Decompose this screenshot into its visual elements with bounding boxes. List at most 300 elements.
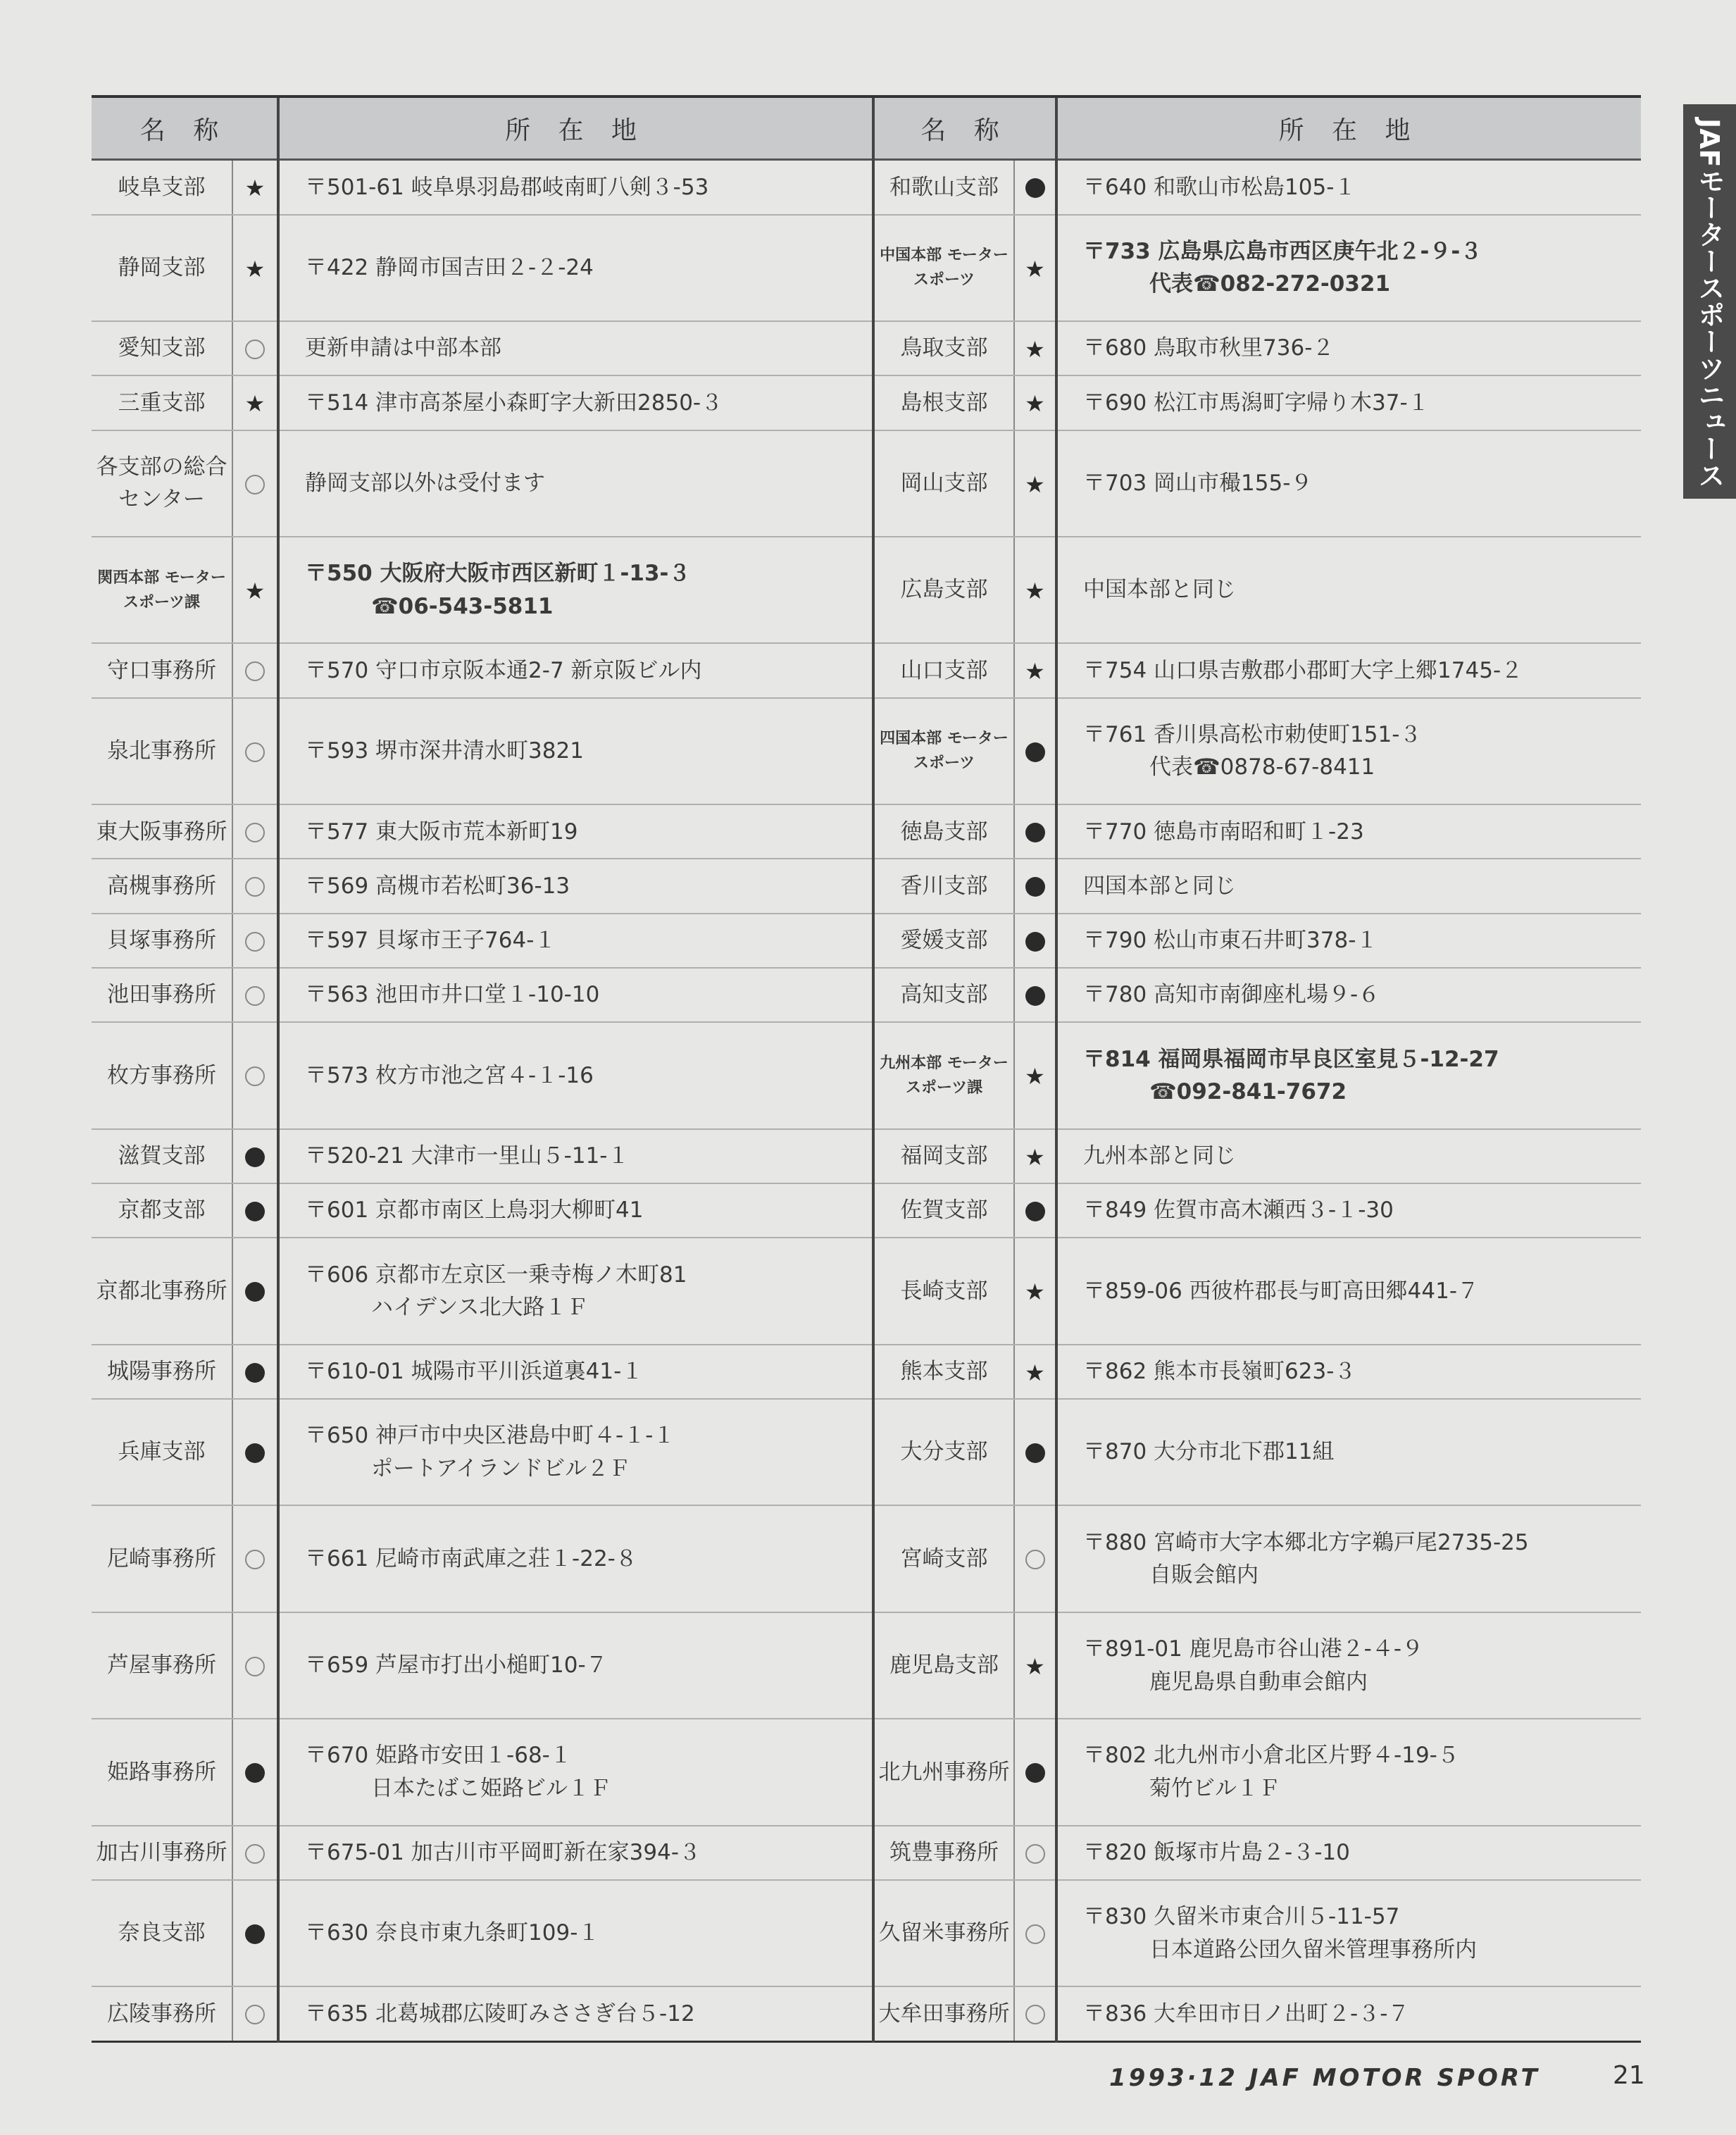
address-line: 〒520-21 大津市一里山５-11-１ xyxy=(305,1143,630,1169)
open-circle-icon xyxy=(1025,2005,1045,2024)
table-row xyxy=(92,1505,1641,1612)
right-branch-name xyxy=(873,1612,1014,1719)
right-branch-address xyxy=(1056,1986,1641,2041)
address-line: 〒862 熊本市長嶺町623-３ xyxy=(1083,1359,1356,1385)
left-branch-name xyxy=(92,1880,232,1986)
left-status-mark xyxy=(232,1612,278,1719)
left-branch-address xyxy=(278,859,873,913)
table-row xyxy=(92,1129,1641,1183)
open-circle-icon xyxy=(245,742,265,762)
address-line: 〒880 宮崎市大字本郷北方字鵜戸尾2735-25 xyxy=(1083,1529,1529,1555)
filled-circle-icon xyxy=(245,1202,265,1221)
address-line: 更新申請は中部本部 xyxy=(305,335,502,361)
branch-name-text: 枚方事務所 xyxy=(107,1062,216,1088)
address-subline: ハイデンス北大路１Ｆ xyxy=(371,1295,589,1320)
right-status-mark xyxy=(1014,321,1056,375)
right-branch-address xyxy=(1056,321,1641,375)
address-subline: ☎092-841-7672 xyxy=(1149,1079,1347,1104)
left-branch-name xyxy=(92,1505,232,1612)
branch-name-text: 広陵事務所 xyxy=(107,2000,216,2027)
star-icon: ★ xyxy=(1025,1278,1045,1306)
address-line: 静岡支部以外は受付ます xyxy=(305,471,546,497)
address-line: 〒690 松江市馬潟町字帰り木37-１ xyxy=(1083,390,1430,416)
left-status-mark xyxy=(232,1880,278,1986)
branch-name-text: 香川支部 xyxy=(900,873,988,899)
open-circle-icon xyxy=(245,823,265,842)
branch-name-text: 加古川事務所 xyxy=(96,1840,227,1866)
left-branch-address xyxy=(278,1399,873,1505)
left-status-mark xyxy=(232,968,278,1022)
left-branch-name xyxy=(92,1986,232,2041)
right-branch-name xyxy=(873,160,1014,215)
branch-name-text: 三重支部 xyxy=(118,390,206,416)
side-section-tab xyxy=(1683,104,1736,499)
left-branch-name xyxy=(92,215,232,321)
left-branch-address xyxy=(278,1612,873,1719)
table-row xyxy=(92,698,1641,804)
left-branch-name xyxy=(92,430,232,537)
left-branch-name xyxy=(92,160,232,215)
filled-circle-icon xyxy=(1025,823,1045,842)
branch-name-text: 山口支部 xyxy=(900,657,988,683)
right-status-mark xyxy=(1014,1022,1056,1128)
open-circle-icon xyxy=(1025,1550,1045,1569)
address-line: 〒849 佐賀市高木瀬西３-１-30 xyxy=(1083,1197,1394,1224)
star-icon: ★ xyxy=(1025,1359,1045,1386)
table-row xyxy=(92,804,1641,859)
header-address-right: 所 在 地 xyxy=(1056,97,1641,160)
address-line: 〒569 高槻市若松町36-13 xyxy=(305,873,570,899)
branch-name-text: 鳥取支部 xyxy=(900,335,988,361)
right-branch-address xyxy=(1056,643,1641,697)
address-line: 〒754 山口県吉敷郡小郡町大字上郷1745-２ xyxy=(1083,657,1523,683)
branch-name-text: 大分支部 xyxy=(900,1439,988,1465)
right-branch-name xyxy=(873,1505,1014,1612)
table-row xyxy=(92,1345,1641,1399)
address-line: 〒577 東大阪市荒本新町19 xyxy=(305,818,578,845)
address-line: 〒770 徳島市南昭和町１-23 xyxy=(1083,818,1364,845)
right-status-mark xyxy=(1014,215,1056,321)
left-branch-name xyxy=(92,1129,232,1183)
address-line: 〒630 奈良市東九条町109-１ xyxy=(305,1920,600,1946)
address-subline: 代表☎082-272-0321 xyxy=(1149,271,1391,297)
filled-circle-icon xyxy=(245,1363,265,1383)
right-branch-address xyxy=(1056,804,1641,859)
left-status-mark xyxy=(232,537,278,643)
branch-name-text: 徳島支部 xyxy=(900,818,988,845)
address-line: 〒563 池田市井口堂１-10-10 xyxy=(305,982,600,1008)
right-status-mark xyxy=(1014,1880,1056,1986)
right-branch-name xyxy=(873,1880,1014,1986)
branch-name-text: 大牟田事務所 xyxy=(878,2000,1010,2027)
branch-name-text: 高槻事務所 xyxy=(107,873,216,899)
left-status-mark xyxy=(232,804,278,859)
address-line: 〒640 和歌山市松島105-１ xyxy=(1083,174,1356,200)
right-branch-address xyxy=(1056,1399,1641,1505)
right-status-mark xyxy=(1014,375,1056,430)
address-line: 〒830 久留米市東合川５-11-57 xyxy=(1083,1904,1400,1930)
branch-name-text: 京都北事務所 xyxy=(96,1278,227,1304)
left-branch-address xyxy=(278,1022,873,1128)
address-line: 〒573 枚方市池之宮４-１-16 xyxy=(305,1062,594,1088)
branch-name-text: 滋賀支部 xyxy=(118,1143,206,1169)
address-subline: 代表☎0878-67-8411 xyxy=(1149,754,1375,780)
left-status-mark xyxy=(232,1345,278,1399)
right-branch-address xyxy=(1056,1719,1641,1825)
branch-name-text: 四国本部 モータースポーツ xyxy=(880,730,1008,773)
branch-name-text: 奈良支部 xyxy=(118,1920,206,1946)
address-line: 〒650 神戸市中央区港島中町４-１-１ xyxy=(305,1423,675,1449)
left-status-mark xyxy=(232,1399,278,1505)
address-line: 四国本部と同じ xyxy=(1083,873,1237,899)
branch-directory-table xyxy=(92,95,1641,2043)
right-status-mark xyxy=(1014,1826,1056,1880)
filled-circle-icon xyxy=(245,1282,265,1302)
address-line: 中国本部と同じ xyxy=(1083,577,1237,603)
star-icon: ★ xyxy=(1025,1063,1045,1090)
branch-name-text: 各支部の総合センター xyxy=(96,454,227,513)
left-branch-name xyxy=(92,1022,232,1128)
table-row xyxy=(92,537,1641,643)
star-icon: ★ xyxy=(1025,1652,1045,1680)
branch-name-text: 岡山支部 xyxy=(900,471,988,497)
table-header-row xyxy=(92,97,1641,160)
open-circle-icon xyxy=(245,340,265,359)
left-branch-name xyxy=(92,1238,232,1344)
right-branch-name xyxy=(873,643,1014,697)
header-address-left: 所 在 地 xyxy=(278,97,873,160)
address-line: 〒670 姫路市安田１-68-１ xyxy=(305,1743,572,1769)
left-branch-address xyxy=(278,1129,873,1183)
right-status-mark xyxy=(1014,1986,1056,2041)
table-row xyxy=(92,1399,1641,1505)
address-line: 〒680 鳥取市秋里736-２ xyxy=(1083,335,1335,361)
right-branch-address xyxy=(1056,375,1641,430)
table-row xyxy=(92,968,1641,1022)
open-circle-icon xyxy=(245,661,265,681)
right-branch-name xyxy=(873,215,1014,321)
right-branch-name xyxy=(873,430,1014,537)
left-branch-name xyxy=(92,1345,232,1399)
left-branch-address xyxy=(278,215,873,321)
address-subline: 自販会館内 xyxy=(1149,1562,1259,1588)
branch-name-text: 守口事務所 xyxy=(107,657,216,683)
right-branch-address xyxy=(1056,1129,1641,1183)
table-row xyxy=(92,1826,1641,1880)
right-status-mark xyxy=(1014,968,1056,1022)
right-branch-address xyxy=(1056,859,1641,913)
address-line: 〒635 北葛城郡広陵町みささぎ台５-12 xyxy=(305,2000,695,2027)
right-status-mark xyxy=(1014,643,1056,697)
address-line: 〒761 香川県高松市勅使町151-３ xyxy=(1083,721,1422,747)
open-circle-icon xyxy=(1025,1924,1045,1944)
open-circle-icon xyxy=(245,475,265,494)
right-branch-name xyxy=(873,1129,1014,1183)
address-subline: 鹿児島県自動車会館内 xyxy=(1149,1669,1368,1695)
left-status-mark xyxy=(232,1719,278,1825)
left-branch-address xyxy=(278,643,873,697)
right-status-mark xyxy=(1014,537,1056,643)
table-row xyxy=(92,859,1641,913)
left-branch-name xyxy=(92,1183,232,1238)
branch-name-text: 泉北事務所 xyxy=(107,738,216,764)
table-row xyxy=(92,643,1641,697)
branch-name-text: 岐阜支部 xyxy=(118,174,206,200)
left-status-mark xyxy=(232,859,278,913)
right-status-mark xyxy=(1014,1612,1056,1719)
left-branch-address xyxy=(278,160,873,215)
left-branch-name xyxy=(92,537,232,643)
filled-circle-icon xyxy=(1025,986,1045,1006)
right-status-mark xyxy=(1014,1183,1056,1238)
right-branch-name xyxy=(873,375,1014,430)
address-line: 〒514 津市高茶屋小森町字大新田2850-３ xyxy=(305,390,723,416)
star-icon: ★ xyxy=(244,390,266,418)
branch-name-text: 高知支部 xyxy=(900,982,988,1008)
right-branch-address xyxy=(1056,1505,1641,1612)
right-branch-name xyxy=(873,1399,1014,1505)
right-branch-name xyxy=(873,804,1014,859)
left-branch-name xyxy=(92,375,232,430)
right-status-mark xyxy=(1014,859,1056,913)
right-status-mark xyxy=(1014,1719,1056,1825)
left-status-mark xyxy=(232,321,278,375)
left-branch-address xyxy=(278,1183,873,1238)
branch-name-text: 北九州事務所 xyxy=(878,1759,1010,1785)
open-circle-icon xyxy=(245,1844,265,1864)
left-branch-address xyxy=(278,537,873,643)
filled-circle-icon xyxy=(1025,1763,1045,1783)
open-circle-icon xyxy=(245,1657,265,1676)
left-branch-address xyxy=(278,1719,873,1825)
right-status-mark xyxy=(1014,430,1056,537)
address-line: 〒802 北九州市小倉北区片野４-19-５ xyxy=(1083,1743,1459,1769)
right-branch-name xyxy=(873,1183,1014,1238)
right-status-mark xyxy=(1014,160,1056,215)
address-line: 〒703 岡山市穝155-９ xyxy=(1083,471,1313,497)
filled-circle-icon xyxy=(1025,932,1045,952)
right-branch-address xyxy=(1056,1183,1641,1238)
right-branch-address xyxy=(1056,215,1641,321)
branch-name-text: 東大阪事務所 xyxy=(96,818,227,845)
address-subline: ☎06-543-5811 xyxy=(371,593,554,619)
page-number: 21 xyxy=(1613,2061,1645,2090)
branch-name-text: 島根支部 xyxy=(900,390,988,416)
table-row xyxy=(92,1022,1641,1128)
table-row xyxy=(92,1612,1641,1719)
table-row xyxy=(92,1986,1641,2041)
right-status-mark xyxy=(1014,1505,1056,1612)
filled-circle-icon xyxy=(1025,1202,1045,1221)
branch-name-text: 京都支部 xyxy=(118,1197,206,1224)
left-branch-name xyxy=(92,1826,232,1880)
address-line: 〒790 松山市東石井町378-１ xyxy=(1083,928,1378,954)
branch-name-text: 九州本部 モータースポーツ課 xyxy=(880,1054,1008,1097)
address-subline: 日本道路公団久留米管理事務所内 xyxy=(1149,1936,1478,1962)
table-row xyxy=(92,1880,1641,1986)
open-circle-icon xyxy=(245,986,265,1006)
right-branch-address xyxy=(1056,1826,1641,1880)
address-line: 〒870 大分市北下郡11組 xyxy=(1083,1439,1335,1465)
right-status-mark xyxy=(1014,698,1056,804)
left-status-mark xyxy=(232,215,278,321)
right-branch-address xyxy=(1056,1022,1641,1128)
left-branch-address xyxy=(278,698,873,804)
left-branch-address xyxy=(278,804,873,859)
address-line: 〒601 京都市南区上鳥羽大柳町41 xyxy=(305,1197,644,1224)
star-icon: ★ xyxy=(1025,335,1045,363)
left-branch-address xyxy=(278,1986,873,2041)
branch-name-text: 静岡支部 xyxy=(118,255,206,281)
filled-circle-icon xyxy=(245,1924,265,1944)
left-branch-name xyxy=(92,698,232,804)
address-line: 〒659 芦屋市打出小槌町10-７ xyxy=(305,1652,608,1679)
left-status-mark xyxy=(232,698,278,804)
branch-name-text: 長崎支部 xyxy=(900,1278,988,1304)
right-branch-name xyxy=(873,1345,1014,1399)
filled-circle-icon xyxy=(1025,877,1045,897)
address-line: 〒606 京都市左京区一乗寺梅ノ木町81 xyxy=(305,1262,687,1288)
branch-name-text: 貝塚事務所 xyxy=(107,928,216,954)
right-branch-address xyxy=(1056,914,1641,968)
right-branch-name xyxy=(873,698,1014,804)
open-circle-icon xyxy=(245,1066,265,1086)
left-status-mark xyxy=(232,1022,278,1128)
right-branch-name xyxy=(873,1986,1014,2041)
open-circle-icon xyxy=(1025,1844,1045,1864)
right-status-mark xyxy=(1014,804,1056,859)
open-circle-icon xyxy=(245,2005,265,2024)
left-status-mark xyxy=(232,1986,278,2041)
address-line: 〒891-01 鹿児島市谷山港２-４-９ xyxy=(1083,1636,1424,1662)
star-icon: ★ xyxy=(1025,577,1045,604)
open-circle-icon xyxy=(245,877,265,897)
left-branch-address xyxy=(278,1505,873,1612)
star-icon: ★ xyxy=(1025,658,1045,685)
left-branch-address xyxy=(278,914,873,968)
right-branch-name xyxy=(873,1022,1014,1128)
left-branch-name xyxy=(92,914,232,968)
branch-name-text: 鹿児島支部 xyxy=(889,1652,999,1679)
right-branch-address xyxy=(1056,430,1641,537)
right-branch-name xyxy=(873,537,1014,643)
address-line: 〒780 高知市南御座札場９-６ xyxy=(1083,982,1380,1008)
left-branch-address xyxy=(278,1826,873,1880)
right-status-mark xyxy=(1014,1345,1056,1399)
right-branch-name xyxy=(873,968,1014,1022)
filled-circle-icon xyxy=(245,1443,265,1463)
branch-name-text: 姫路事務所 xyxy=(107,1759,216,1785)
branch-name-text: 筑豊事務所 xyxy=(889,1840,999,1866)
star-icon: ★ xyxy=(1025,255,1045,282)
left-branch-name xyxy=(92,859,232,913)
right-branch-address xyxy=(1056,1880,1641,1986)
filled-circle-icon xyxy=(245,1763,265,1783)
left-status-mark xyxy=(232,914,278,968)
star-icon: ★ xyxy=(1025,471,1045,498)
branch-name-text: 城陽事務所 xyxy=(107,1359,216,1385)
table-row xyxy=(92,160,1641,215)
right-branch-address xyxy=(1056,1612,1641,1719)
branch-name-text: 佐賀支部 xyxy=(900,1197,988,1224)
branch-name-text: 愛知支部 xyxy=(118,335,206,361)
filled-circle-icon xyxy=(245,1147,265,1167)
branch-name-text: 関西本部 モータースポーツ課 xyxy=(97,568,226,611)
star-icon: ★ xyxy=(244,175,266,202)
left-status-mark xyxy=(232,430,278,537)
left-status-mark xyxy=(232,1826,278,1880)
right-branch-name xyxy=(873,1719,1014,1825)
address-line: 〒836 大牟田市日ノ出町２-３-７ xyxy=(1083,2000,1410,2027)
branch-name-text: 熊本支部 xyxy=(900,1359,988,1385)
star-icon: ★ xyxy=(244,255,266,282)
filled-circle-icon xyxy=(1025,178,1045,198)
branch-name-text: 中国本部 モータースポーツ xyxy=(880,247,1008,290)
right-branch-address xyxy=(1056,1345,1641,1399)
open-circle-icon xyxy=(245,932,265,952)
star-icon: ★ xyxy=(1025,1143,1045,1171)
address-line: 〒550 大阪府大阪市西区新町１-13-３ xyxy=(305,561,691,587)
branch-name-text: 福岡支部 xyxy=(900,1143,988,1169)
filled-circle-icon xyxy=(1025,742,1045,762)
footer-magazine-title: 1993·12 JAF MOTOR SPORT xyxy=(1109,2064,1540,2092)
address-subline: 日本たばこ姫路ビル１Ｆ xyxy=(371,1775,612,1801)
address-line: 〒422 静岡市国吉田２-２-24 xyxy=(305,255,594,281)
address-line: 〒814 福岡県福岡市早良区室見５-12-27 xyxy=(1083,1046,1499,1072)
address-line: 〒859-06 西彼杵郡長与町高田郷441-７ xyxy=(1083,1278,1480,1304)
branch-name-text: 宮崎支部 xyxy=(900,1545,988,1571)
branch-name-text: 尼崎事務所 xyxy=(107,1545,216,1571)
right-branch-name xyxy=(873,914,1014,968)
left-status-mark xyxy=(232,1183,278,1238)
address-line: 〒675-01 加古川市平岡町新在家394-３ xyxy=(305,1840,701,1866)
left-branch-address xyxy=(278,1238,873,1344)
header-name-right: 名 称 xyxy=(873,97,1056,160)
address-line: 〒733 広島県広島市西区庚午北２-９-３ xyxy=(1083,238,1482,264)
right-branch-address xyxy=(1056,968,1641,1022)
left-branch-address xyxy=(278,1345,873,1399)
right-branch-address xyxy=(1056,537,1641,643)
right-branch-address xyxy=(1056,1238,1641,1344)
left-branch-name xyxy=(92,643,232,697)
left-branch-name xyxy=(92,968,232,1022)
left-branch-address xyxy=(278,430,873,537)
branch-name-text: 愛媛支部 xyxy=(900,928,988,954)
filled-circle-icon xyxy=(1025,1443,1045,1463)
left-status-mark xyxy=(232,643,278,697)
branch-name-text: 久留米事務所 xyxy=(878,1920,1010,1946)
left-branch-name xyxy=(92,804,232,859)
address-line: 〒593 堺市深井清水町3821 xyxy=(305,738,584,764)
table-row xyxy=(92,215,1641,321)
left-branch-address xyxy=(278,321,873,375)
table-row xyxy=(92,430,1641,537)
table-row xyxy=(92,1719,1641,1825)
left-branch-address xyxy=(278,375,873,430)
open-circle-icon xyxy=(245,1550,265,1569)
address-line: 九州本部と同じ xyxy=(1083,1143,1237,1169)
address-line: 〒820 飯塚市片島２-３-10 xyxy=(1083,1840,1350,1866)
table-row xyxy=(92,1183,1641,1238)
table-row xyxy=(92,914,1641,968)
address-line: 〒501-61 岐阜県羽島郡岐南町八剣３-53 xyxy=(305,174,709,200)
right-branch-name xyxy=(873,321,1014,375)
left-branch-name xyxy=(92,321,232,375)
branch-name-text: 芦屋事務所 xyxy=(107,1652,216,1679)
address-line: 〒610-01 城陽市平川浜道裏41-１ xyxy=(305,1359,644,1385)
branch-name-text: 和歌山支部 xyxy=(889,174,999,200)
left-status-mark xyxy=(232,1238,278,1344)
